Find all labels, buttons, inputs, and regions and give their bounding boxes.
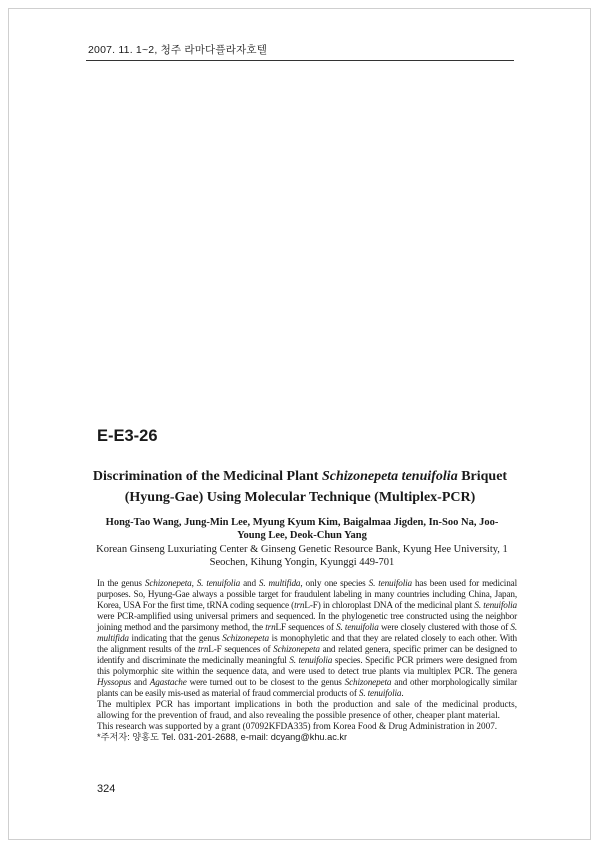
text-run: is monophyletic and that they are related closely to each other. With the alignment results of the — [97, 633, 517, 654]
text-run: and other morphologically similar plants can be easily mis-used as material of fraud commercial products of — [97, 677, 517, 698]
text-run: were closely clustered with those of — [378, 622, 511, 632]
italic-term: S. tenuifolia — [336, 622, 379, 632]
text-run: indicating that the genus — [128, 633, 223, 643]
italic-term: S. multifida — [258, 578, 301, 588]
italic-term: trn — [294, 600, 305, 610]
text-run: L-F) in chloroplast DNA of the medicinal plant — [304, 600, 475, 610]
running-head: 2007. 11. 1~2, 청주 라마다플라자호텔 — [88, 44, 268, 56]
text-run: has been used for medicinal purposes. So, Hyung-Gae always a possible target for fraudulent labeling in many countries including China, Japan, Korea, USA For the first time, tRNA coding sequence ( — [97, 578, 517, 610]
text-run: , only one species — [300, 578, 369, 588]
italic-term: S. tenuifolia — [368, 578, 412, 588]
title-part-2: Briquet (Hyung-Gae) Using Molecular Technique (Multiplex-PCR) — [124, 469, 508, 505]
page-number: 324 — [97, 783, 116, 795]
italic-term: S. tenuifolia — [196, 578, 241, 588]
author-list: Hong-Tao Wang, Jung-Min Lee, Myung Kyum Kim, Baigalmaa Jigden, In-Soo Na, Joo-Young Lee, Deok-Chun Yang — [105, 517, 499, 541]
affiliation: Korean Ginseng Luxuriating Center & Ginseng Genetic Resource Bank, Kyung Hee University, 1 Seochen, Kihung Yongin, Kyunggi 449-701 — [96, 544, 508, 568]
italic-term: S. tenuifolia — [474, 600, 517, 610]
title-part-1: Discrimination of the Medicinal Plant — [92, 469, 322, 484]
italic-term: S. tenuifolia — [289, 655, 333, 665]
header-rule — [86, 60, 514, 61]
text-run: and — [131, 677, 150, 687]
italic-term: Schizonepeta — [273, 644, 320, 654]
corresponding-author: *주저자: 양홍도 Tel. 031-201-2688, e-mail: dcyang@khu.ac.kr — [97, 732, 347, 742]
italic-term: S. multifida — [97, 622, 518, 643]
title-species: Schizonepeta tenuifolia — [321, 469, 458, 484]
abstract-body — [97, 578, 517, 743]
italic-term: Schizonepeta — [144, 578, 192, 588]
italic-term: trn — [265, 622, 276, 632]
italic-term: Schizonepeta — [222, 633, 269, 643]
text-run: . — [401, 688, 404, 698]
text-run: LF sequences of — [275, 622, 337, 632]
text-run: In the genus — [97, 578, 145, 588]
text-run: L-F sequences of — [208, 644, 274, 654]
text-run: and — [240, 578, 259, 588]
text-run: species. Specific PCR primers were designed from this polymorphic site within the sequence data, and were used to detect true plants via multiplex PCR. The genera — [97, 655, 517, 676]
italic-term: Schizonepeta — [344, 677, 392, 687]
funding-note: This research was supported by a grant (07092KFDA335) from Korea Food & Drug Administration in 2007. — [97, 721, 498, 731]
abstract-code: E-E3-26 — [97, 427, 158, 445]
paper-title — [90, 466, 510, 508]
text-run: were turned out to be closest to the genus — [186, 677, 345, 687]
italic-term: trn — [198, 644, 209, 654]
text-run: and related genera, specific primer can be designed to identify and discriminate the medicinally meaningful — [97, 644, 517, 665]
abstract-paragraph-2: The multiplex PCR has important implications in both the production and sale of the medicinal products, allowing for the prevention of fraud, and also revealing the possible presence of other, cheaper plant material. — [97, 699, 517, 720]
italic-term: S. tenuifolia — [358, 688, 402, 698]
text-run: were PCR-amplified using universal primers and sequenced. In the phylogenetic tree constructed using the neighbor joining method and the parsimony method, the — [97, 611, 517, 632]
text-run: , — [191, 578, 197, 588]
italic-term: Hyssopus — [97, 677, 132, 687]
abstract-paragraph-1 — [97, 578, 517, 699]
italic-term: Agastache — [149, 677, 187, 687]
